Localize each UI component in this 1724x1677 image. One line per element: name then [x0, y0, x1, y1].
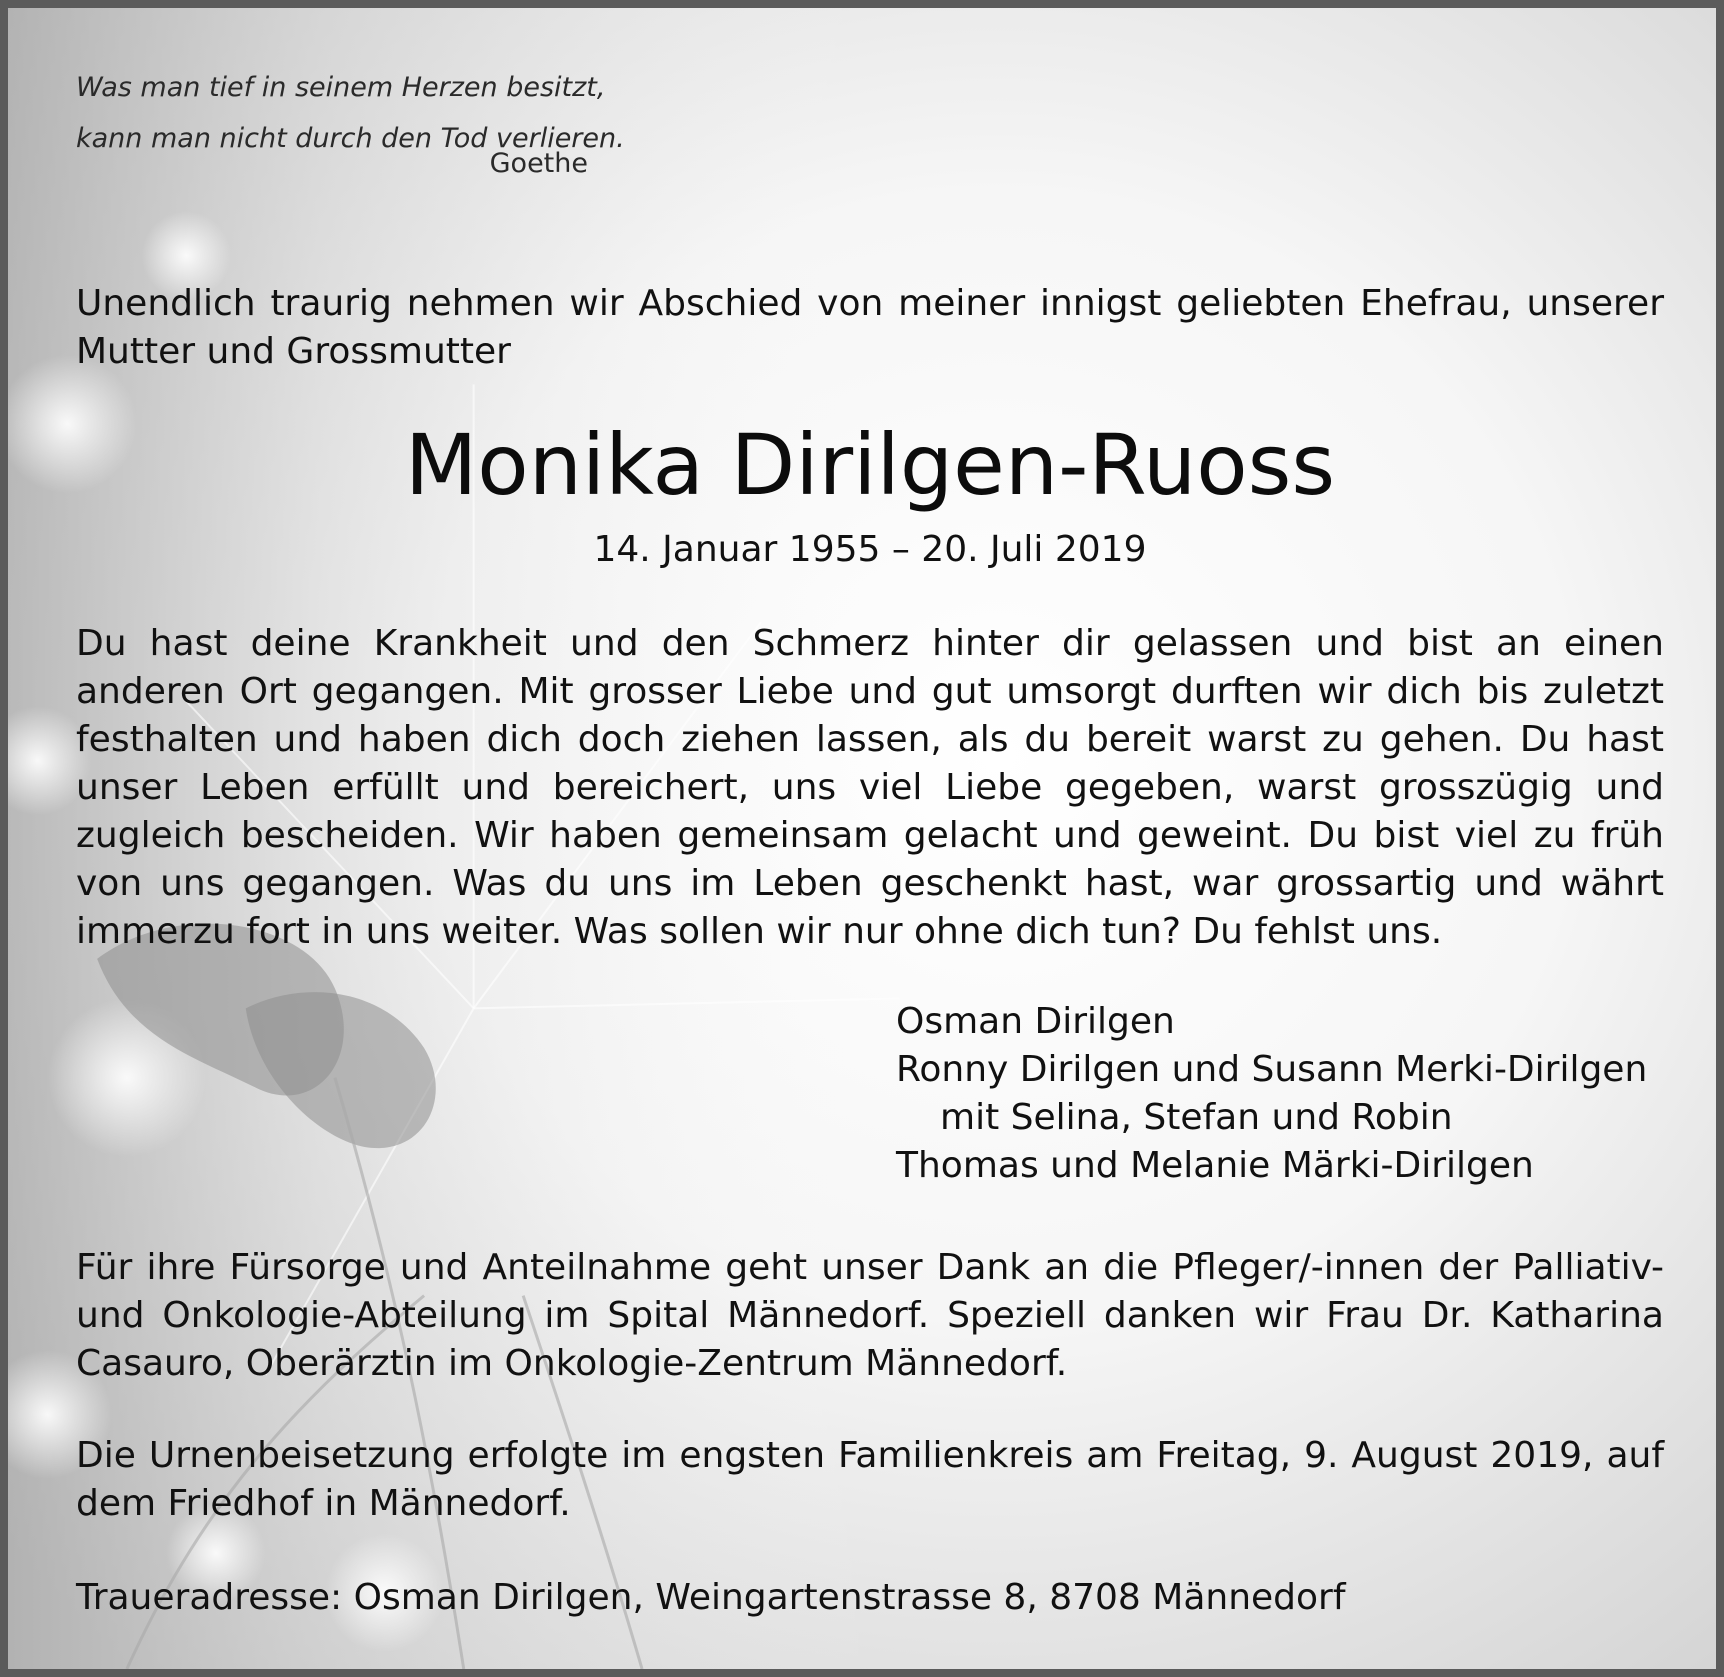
intro-text: Unendlich traurig nehmen wir Abschied von meiner innigst geliebten Ehefrau, unserer Mutter und Grossmutter — [76, 283, 1664, 372]
signer: Thomas und Melanie Märki-Dirilgen — [896, 1145, 1534, 1186]
signer-children: mit Selina, Stefan und Robin — [940, 1097, 1453, 1138]
deceased-name: Monika Dirilgen-Ruoss — [404, 416, 1336, 514]
quote-author: Goethe — [489, 148, 588, 179]
signer: Osman Dirilgen — [896, 1001, 1175, 1042]
quote-line: Was man tief in seinem Herzen besitzt, — [76, 72, 606, 103]
farewell-message: Du hast deine Krankheit und den Schmerz hinter dir gelassen und bist an einen anderen Ort gegangen. Mit grosser Liebe und gut umsorgt durften wir dich bis zuletzt festhalten und haben dich doch ziehen lassen, als du bereit warst zu gehen. Du hast unser Leben erfüllt und bereichert, uns viel Liebe gegeben, warst grosszügig und zugleich bescheiden. Wir haben gemeinsam gelacht und geweint. Du bist viel zu früh von uns gegangen. Was du uns im Leben geschenkt hast, war grossartig und währt immerzu fort in uns weiter. Was sollen wir nur ohne dich tun? Du fehlst uns. — [76, 623, 1664, 952]
signer: Ronny Dirilgen und Susann Merki-Dirilgen — [896, 1049, 1648, 1090]
mourning-address: Traueradresse: Osman Dirilgen, Weingartenstrasse 8, 8708 Männedorf — [76, 1577, 1346, 1618]
quote-line: kann man nicht durch den Tod verlieren. — [76, 123, 625, 154]
thanks-text: Für ihre Fürsorge und Anteilnahme geht unser Dank an die Pfleger/-innen der Palliativ- und Onkologie-Abteilung im Spital Männedorf. Speziell danken wir Frau Dr. Katharina Casauro, Oberärztin im Onkologie-Zentrum Männedorf. — [76, 1247, 1664, 1384]
signers-list — [896, 998, 1647, 1190]
obituary-content — [8, 8, 1716, 1669]
burial-notice: Die Urnenbeisetzung erfolgte im engsten Familienkreis am Freitag, 9. August 2019, auf dem Friedhof in Männedorf. — [76, 1435, 1664, 1524]
life-dates: 14. Januar 1955 – 20. Juli 2019 — [593, 529, 1147, 570]
